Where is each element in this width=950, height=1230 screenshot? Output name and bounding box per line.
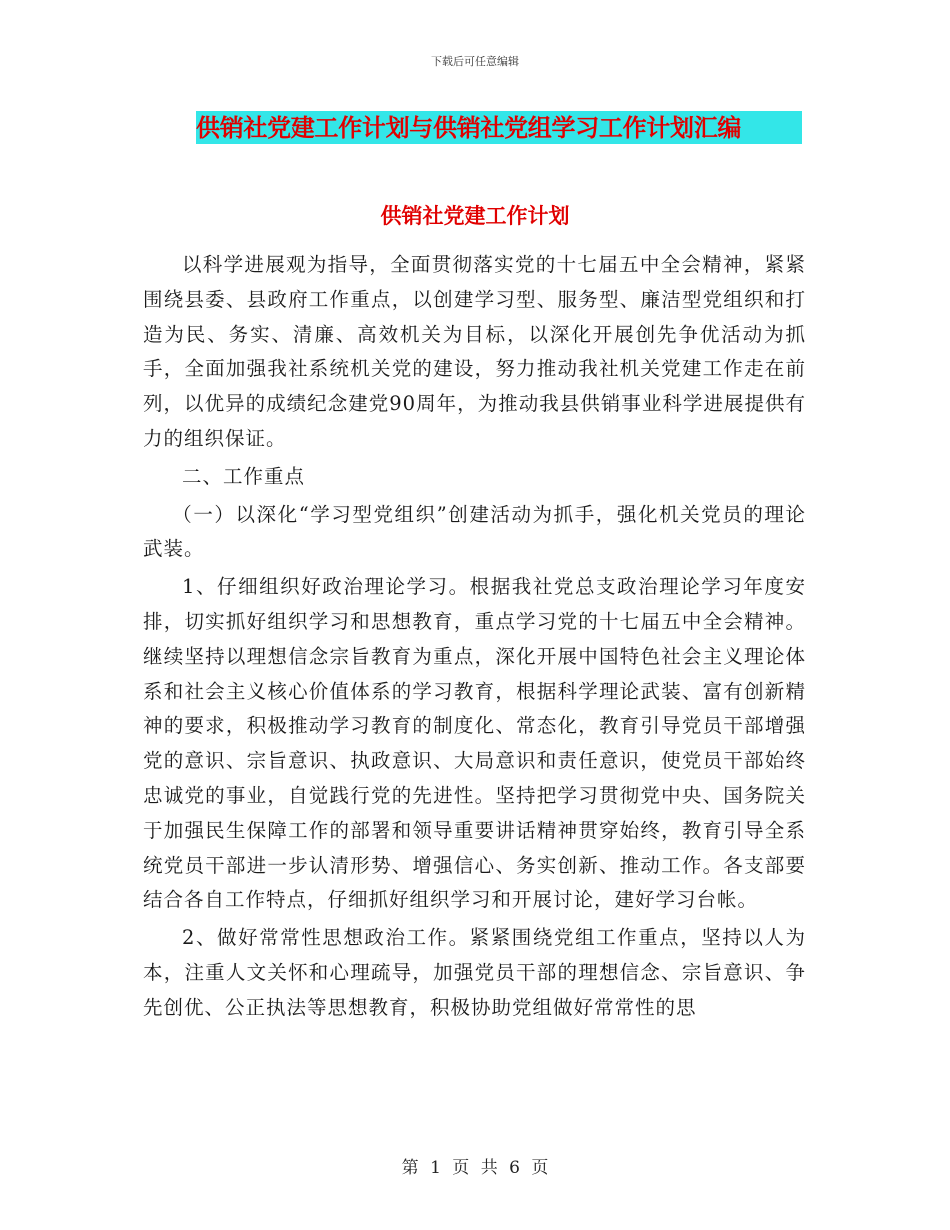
heading-work-focus: 二、工作重点: [182, 464, 306, 488]
page-number-footer: 第 1 页 共 6 页: [401, 1158, 549, 1178]
document-body: [143, 248, 806, 1029]
paragraph-item-2: 2、做好常常性思想政治工作。紧紧围绕党组工作重点，坚持以人为本，注重人文关怀和心理疏导，加强党员干部的理想信念、宗旨意识、争先创优、公正执法等思想教育，积极协助党组做好常常性的思: [143, 926, 806, 1019]
paragraph-intro: 以科学进展观为指导，全面贯彻落实党的十七届五中全会精神，紧紧围绕县委、县政府工作重点，以创建学习型、服务型、廉洁型党组织和打造为民、务实、清廉、高效机关为目标，以深化开展创先争优活动为抓手，全面加强我社系统机关党的建设，努力推动我社机关党建工作走在前列，以优异的成绩纪念建党90周年，为推动我县供销事业科学进展提供有力的组织保证。: [143, 253, 806, 450]
paragraph-item-1: 1、仔细组织好政治理论学习。根据我社党总支政治理论学习年度安排，切实抓好组织学习和思想教育，重点学习党的十七届五中全会精神。继续坚持以理想信念宗旨教育为重点，深化开展中国特色社会主义理论体系和社会主义核心价值体系的学习教育，根据科学理论武装、富有创新精神的要求，积极推动学习教育的制度化、常态化，教育引导党员干部增强党的意识、宗旨意识、执政意识、大局意识和责任意识，使党员干部始终忠诚党的事业，自觉践行党的先进性。坚持把学习贯彻党中央、国务院关于加强民生保障工作的部署和领导重要讲话精神贯穿始终，教育引导全系统党员干部进一步认清形势、增强信心、务实创新、推动工作。各支部要结合各自工作特点，仔细抓好组织学习和开展讨论，建好学习台帐。: [143, 575, 806, 912]
section-title: 供销社党建工作计划: [380, 203, 570, 228]
document-title: 供销社党建工作计划与供销社党组学习工作计划汇编: [196, 113, 742, 142]
document-title-highlight: [196, 111, 802, 144]
header-note: 下载后可任意编辑: [431, 55, 519, 68]
subheading-learning-party: （一）以深化“学习型党组织”创建活动为抓手，强化机关党员的理论武装。: [143, 502, 806, 561]
